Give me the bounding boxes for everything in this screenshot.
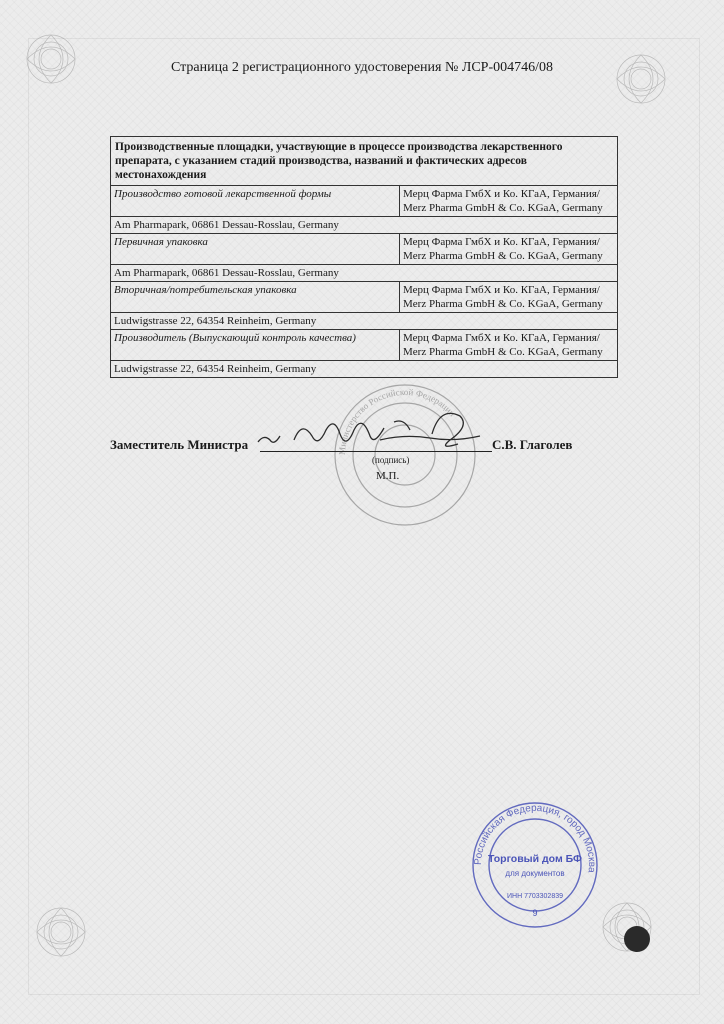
signature-block xyxy=(110,437,630,461)
table-heading-row xyxy=(111,137,618,186)
manufacturer-cell: Мерц Фарма ГмбХ и Ко. КГаА, Германия/ Merz Pharma GmbH & Co. KGaA, Germany xyxy=(400,330,618,361)
table-row xyxy=(111,217,618,234)
stage-cell: Производитель (Выпускающий контроль качества) xyxy=(111,330,400,361)
company-seal-inn: ИНН 7703302839 xyxy=(506,893,564,900)
address-cell: Ludwigstrasse 22, 64354 Reinheim, Germany xyxy=(111,313,618,330)
table-row xyxy=(111,361,618,378)
table-row xyxy=(111,330,618,361)
stamp-place-label: М.П. xyxy=(376,470,400,482)
ministry-seal-text: Министерство Российской Федерации xyxy=(336,386,458,456)
table-row xyxy=(111,234,618,265)
table-heading: Производственные площадки, участвующие в процессе производства лекарственного препарата, с указанием стадий производства, названий и фактических адресов местонахождения xyxy=(111,137,618,186)
company-seal-number: 9 xyxy=(532,908,538,918)
company-seal-ring-text: Российская Федерация, город Москва xyxy=(472,802,598,874)
company-seal xyxy=(470,800,600,930)
manufacturer-cell: Мерц Фарма ГмбХ и Ко. КГаА, Германия/ Merz Pharma GmbH & Co. KGaA, Germany xyxy=(400,234,618,265)
corner-ornament-icon xyxy=(612,50,670,108)
manufacturer-cell: Мерц Фарма ГмбХ и Ко. КГаА, Германия/ Merz Pharma GmbH & Co. KGaA, Germany xyxy=(400,186,618,217)
table-row xyxy=(111,282,618,313)
page-header: Страница 2 регистрационного удостоверения № ЛСР-004746/08 xyxy=(170,60,554,75)
table-row xyxy=(111,265,618,282)
signature-caption: (подпись) xyxy=(372,455,410,465)
signature-line xyxy=(260,451,492,452)
table-row xyxy=(111,313,618,330)
stage-cell: Производство готовой лекарственной формы xyxy=(111,186,400,217)
production-sites-table xyxy=(110,136,618,378)
signatory-name: С.В. Глаголев xyxy=(492,437,573,452)
address-cell: Am Pharmapark, 06861 Dessau-Rosslau, Germany xyxy=(111,217,618,234)
signatory-position: Заместитель Министра xyxy=(110,437,249,452)
corner-ornament-icon xyxy=(32,903,90,961)
stage-cell: Вторичная/потребительская упаковка xyxy=(111,282,400,313)
address-cell: Am Pharmapark, 06861 Dessau-Rosslau, Germany xyxy=(111,265,618,282)
company-seal-sub-text: для документов xyxy=(505,869,565,878)
corner-ornament-icon xyxy=(22,30,80,88)
manufacturer-cell: Мерц Фарма ГмбХ и Ко. КГаА, Германия/ Merz Pharma GmbH & Co. KGaA, Germany xyxy=(400,282,618,313)
stage-cell: Первичная упаковка xyxy=(111,234,400,265)
table-row xyxy=(111,186,618,217)
punch-hole xyxy=(624,926,650,952)
address-cell: Ludwigstrasse 22, 64354 Reinheim, Germany xyxy=(111,361,618,378)
company-seal-center-text: Торговый дом БФ xyxy=(487,853,583,865)
